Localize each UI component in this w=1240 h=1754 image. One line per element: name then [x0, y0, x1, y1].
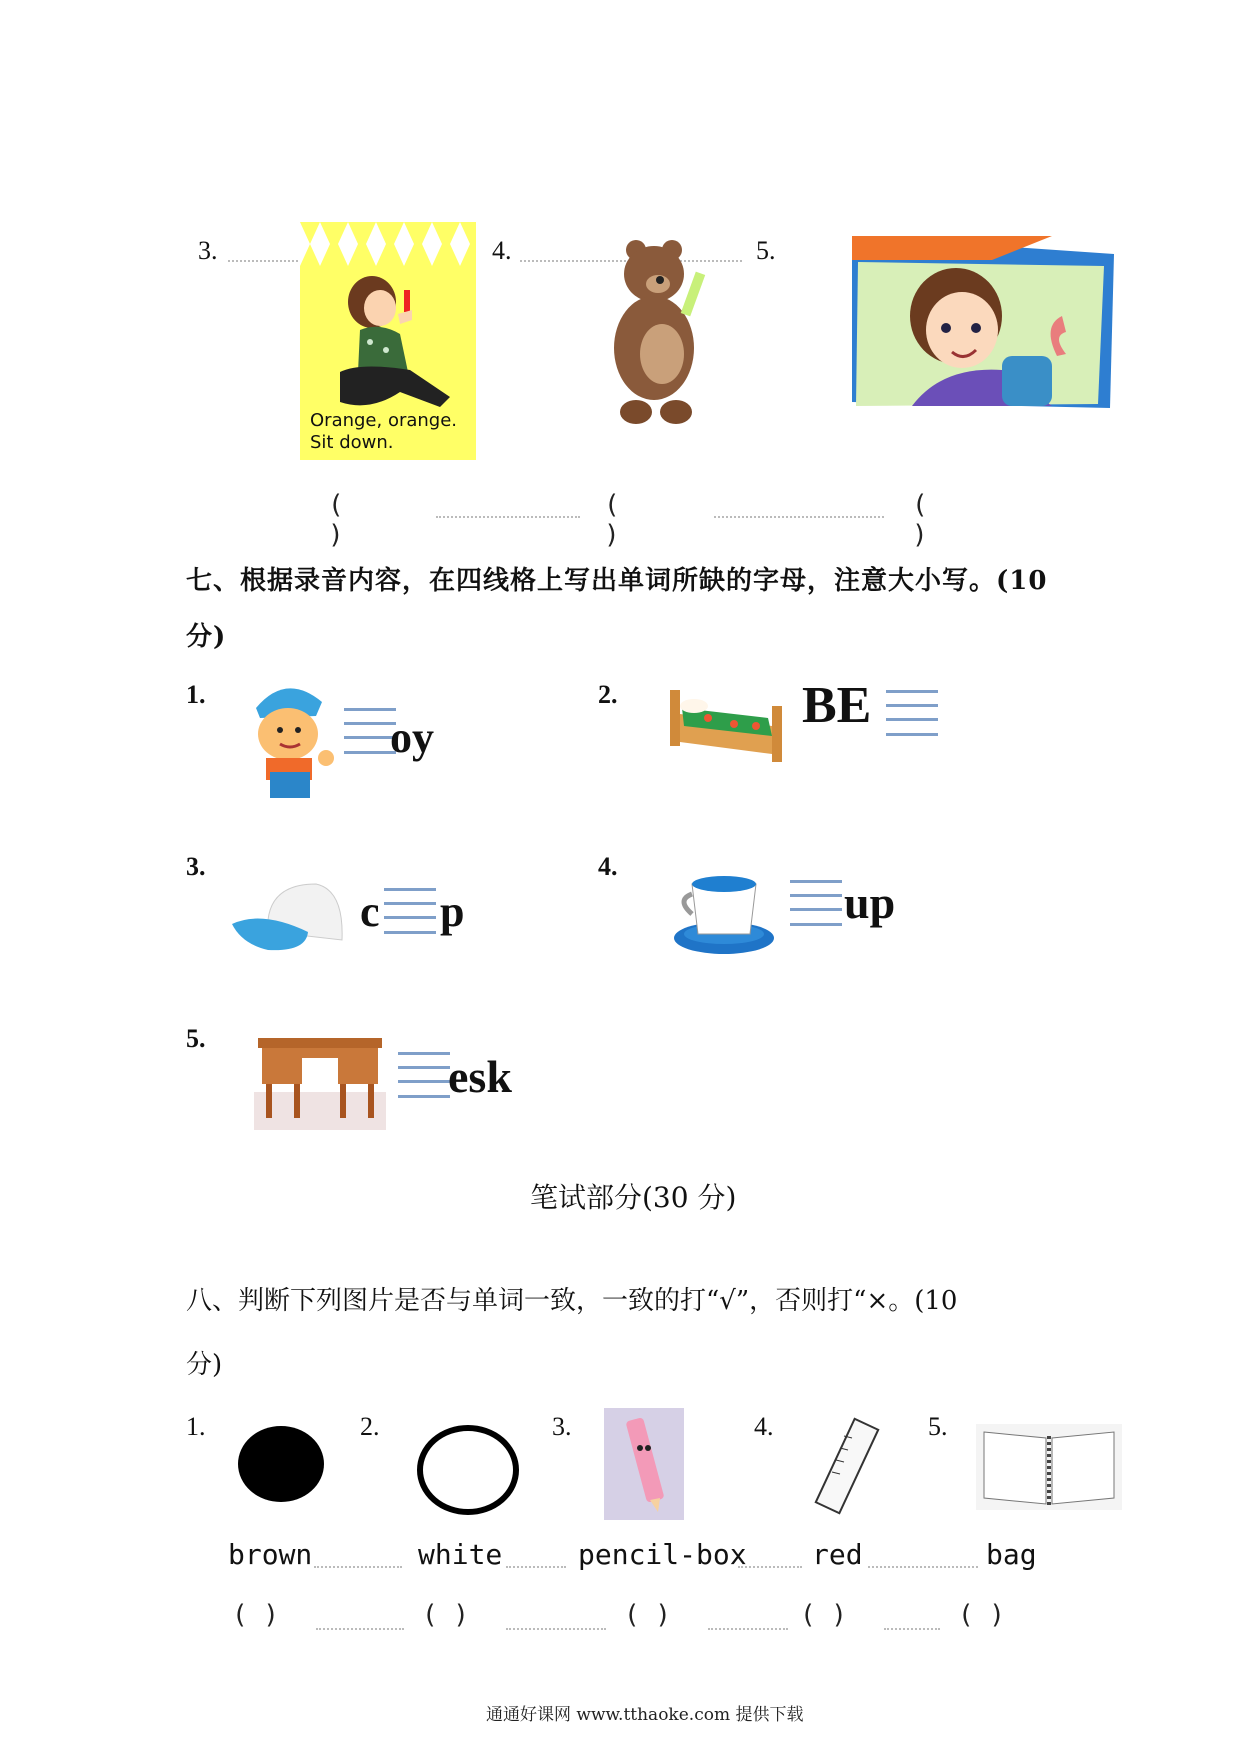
item-number: 5.: [186, 1024, 206, 1053]
section8-title: 八、判断下列图片是否与单词一致，一致的打“√”，否则打“×。(10: [186, 1286, 958, 1316]
bear-picture: [610, 236, 720, 426]
item-number: 4.: [598, 852, 618, 881]
item-number: 4.: [754, 1412, 774, 1441]
footer-text: 通通好课网 www.tthaoke.com 提供下载: [486, 1705, 804, 1725]
bed-icon: [668, 684, 784, 764]
item-number: 3.: [186, 852, 206, 881]
word-letters: BE: [802, 677, 872, 734]
word-label: pencil-box: [578, 1538, 747, 1571]
pencil-icon: [604, 1408, 684, 1520]
item-number: 2.: [360, 1412, 380, 1441]
boy-icon: [246, 678, 336, 798]
word-label: bag: [986, 1538, 1037, 1571]
answer-parens[interactable]: ( ): [958, 1600, 1005, 1630]
item-number: 1.: [186, 1412, 206, 1441]
word-label: brown: [228, 1538, 313, 1571]
four-line-grid[interactable]: [790, 880, 842, 926]
black-oval-icon: [236, 1424, 326, 1508]
answer-parens[interactable]: ( ): [328, 490, 344, 550]
boy-backpack-picture: [852, 236, 1114, 408]
word-label: white: [418, 1538, 503, 1571]
answer-parens[interactable]: ( ): [604, 490, 620, 550]
answer-parens[interactable]: ( ): [800, 1600, 847, 1630]
word-letters: p: [440, 887, 465, 936]
desk-icon: [254, 1020, 386, 1130]
word-letters: up: [844, 877, 896, 928]
four-line-grid[interactable]: [344, 708, 396, 754]
girl-card-picture: [300, 222, 476, 460]
item-number: 3.: [198, 236, 218, 265]
four-line-grid[interactable]: [886, 690, 938, 736]
item-number: 4.: [492, 236, 512, 265]
answer-parens[interactable]: ( ): [232, 1600, 279, 1630]
cup-icon: [672, 870, 776, 956]
answer-parens[interactable]: ( ): [624, 1600, 671, 1630]
section7-title-cont: 分): [186, 622, 227, 652]
four-line-grid[interactable]: [384, 888, 436, 934]
item-number: 2.: [598, 680, 618, 709]
item-number: 1.: [186, 680, 206, 709]
section8-title-cont: 分): [186, 1350, 223, 1380]
word-letters: oy: [390, 713, 434, 762]
word-letters: esk: [448, 1051, 512, 1102]
card-caption-1: Orange, orange.: [310, 410, 458, 431]
four-line-grid[interactable]: [398, 1052, 450, 1098]
item-number: 5.: [928, 1412, 948, 1441]
section7-title: 七、根据录音内容，在四线格上写出单词所缺的字母，注意大小写。(10: [186, 566, 1048, 596]
card-caption-2: Sit down.: [310, 432, 394, 453]
word-letters: c: [360, 887, 380, 936]
answer-parens[interactable]: ( ): [422, 1600, 469, 1630]
book-icon: [976, 1424, 1122, 1510]
cap-icon: [232, 880, 348, 952]
white-oval-icon: [416, 1424, 520, 1520]
item-number: 5.: [756, 236, 776, 265]
written-part-title: 笔试部分(30 分): [530, 1181, 737, 1214]
item-number: 3.: [552, 1412, 572, 1441]
word-label: red: [812, 1538, 863, 1571]
answer-parens[interactable]: ( ): [912, 490, 928, 550]
ruler-icon: [804, 1416, 896, 1516]
